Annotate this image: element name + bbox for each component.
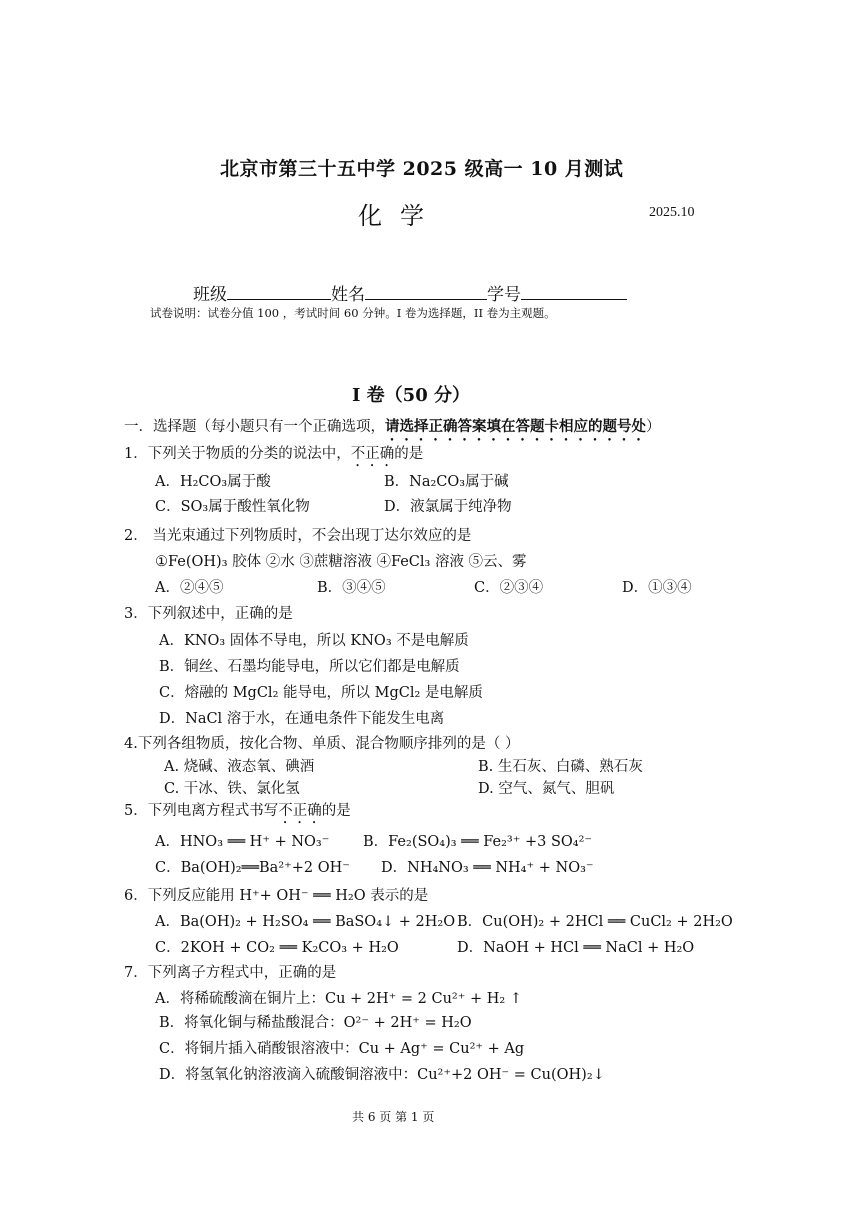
class-label: 班级 xyxy=(193,285,227,305)
q6-option-a: A．Ba(OH)₂ + H₂SO₄ ══ BaSO₄↓ + 2H₂O xyxy=(155,914,456,930)
q7-option-b: B．将氧化铜与稀盐酸混合：O²⁻ + 2H⁺ = H₂O xyxy=(159,1015,472,1031)
page-footer: 共 6 页 第 1 页 xyxy=(352,1110,435,1124)
q5-option-c: C．Ba(OH)₂══Ba²⁺+2 OH⁻ xyxy=(155,860,350,876)
q5-option-a: A．HNO₃ ══ H⁺ + NO₃⁻ xyxy=(155,834,330,850)
section-instruction xyxy=(124,418,661,444)
q3-option-a: A．KNO₃ 固体不导电，所以 KNO₃ 不是电解质 xyxy=(159,633,469,649)
instruction-post: ） xyxy=(646,419,661,435)
q5-stem-emph: 不正确 xyxy=(278,803,322,819)
id-label: 学号 xyxy=(487,285,521,305)
q5-option-d: D．NH₄NO₃ ══ NH₄⁺ + NO₃⁻ xyxy=(381,860,594,876)
q1-stem xyxy=(124,446,423,470)
student-info-line xyxy=(193,280,627,305)
q3-option-c: C．熔融的 MgCl₂ 能导电，所以 MgCl₂ 是电解质 xyxy=(159,685,483,701)
q7-option-a: A．将稀硫酸滴在铜片上：Cu + 2H⁺ = 2 Cu²⁺ + H₂ ↑ xyxy=(155,991,522,1007)
q6-option-d: D．NaOH + HCl ══ NaCl + H₂O xyxy=(457,940,695,956)
q1-option-a: A．H₂CO₃属于酸 xyxy=(155,474,271,490)
q1-option-c: C．SO₃属于酸性氧化物 xyxy=(155,499,310,515)
exam-note: 试卷说明：试卷分值 100 ，考试时间 60 分钟。I 卷为选择题，II 卷为主观题。 xyxy=(150,306,556,320)
exam-title: 北京市第三十五中学 2025 级高一 10 月测试 xyxy=(220,158,624,180)
q2-items: ①Fe(OH)₃ 胶体 ②水 ③蔗糖溶液 ④FeCl₃ 溶液 ⑤云、雾 xyxy=(155,554,527,570)
name-blank[interactable] xyxy=(365,283,487,300)
q5-stem xyxy=(124,803,351,827)
q4-option-c: C. 干冰、铁、氯化氢 xyxy=(164,781,300,797)
q5-stem-pre: 5．下列电离方程式书写 xyxy=(124,803,279,819)
instruction-pre: 一．选择题（每小题只有一个正确选项， xyxy=(124,419,385,435)
q3-stem: 3．下列叙述中，正确的是 xyxy=(124,606,293,622)
q4-stem: 4.下列各组物质，按化合物、单质、混合物顺序排列的是（ ） xyxy=(124,736,520,752)
q2-option-c: C．②③④ xyxy=(474,580,544,596)
q5-option-b: B．Fe₂(SO₄)₃ ══ Fe₂³⁺ +3 SO₄²⁻ xyxy=(363,834,593,850)
subject-title: 化学 xyxy=(358,202,442,230)
q2-option-a: A．②④⑤ xyxy=(155,580,224,596)
q7-stem: 7．下列离子方程式中，正确的是 xyxy=(124,965,337,981)
instruction-bold: 请选择正确答案填在答题卡相应的题号处 xyxy=(385,418,646,435)
q1-stem-pre: 1．下列关于物质的分类的说法中， xyxy=(124,446,351,462)
q1-option-b: B．Na₂CO₃属于碱 xyxy=(384,474,509,490)
id-blank[interactable] xyxy=(521,283,627,300)
q3-option-b: B．铜丝、石墨均能导电，所以它们都是电解质 xyxy=(159,659,460,675)
q5-stem-post: 的是 xyxy=(321,803,351,819)
exam-date: 2025.10 xyxy=(649,205,695,220)
q4-option-a: A. 烧碱、液态氧、碘酒 xyxy=(164,759,315,775)
q2-option-b: B．③④⑤ xyxy=(317,580,386,596)
q6-option-b: B．Cu(OH)₂ + 2HCl ══ CuCl₂ + 2H₂O xyxy=(457,914,733,930)
part1-title: I 卷（50 分） xyxy=(352,385,471,406)
name-label: 姓名 xyxy=(331,285,365,305)
q2-option-d: D．①③④ xyxy=(622,580,692,596)
q3-option-d: D．NaCl 溶于水，在通电条件下能发生电离 xyxy=(159,711,445,727)
q1-option-d: D．液氯属于纯净物 xyxy=(384,499,512,515)
q7-option-d: D．将氢氧化钠溶液滴入硫酸铜溶液中：Cu²⁺+2 OH⁻ = Cu(OH)₂↓ xyxy=(159,1067,605,1083)
q4-option-d: D. 空气、氮气、胆矾 xyxy=(478,781,615,797)
q1-stem-post: 的是 xyxy=(394,446,424,462)
q6-option-c: C．2KOH + CO₂ ══ K₂CO₃ + H₂O xyxy=(155,940,399,956)
q6-stem: 6．下列反应能用 H⁺+ OH⁻ ══ H₂O 表示的是 xyxy=(124,888,429,904)
q2-stem: 2． 当光束通过下列物质时，不会出现丁达尔效应的是 xyxy=(124,528,472,544)
q1-stem-emph: 不正确 xyxy=(350,446,395,462)
class-blank[interactable] xyxy=(227,283,331,300)
q7-option-c: C．将铜片插入硝酸银溶液中：Cu + Ag⁺ = Cu²⁺ + Ag xyxy=(159,1041,525,1057)
q4-option-b: B. 生石灰、白磷、熟石灰 xyxy=(478,759,643,775)
